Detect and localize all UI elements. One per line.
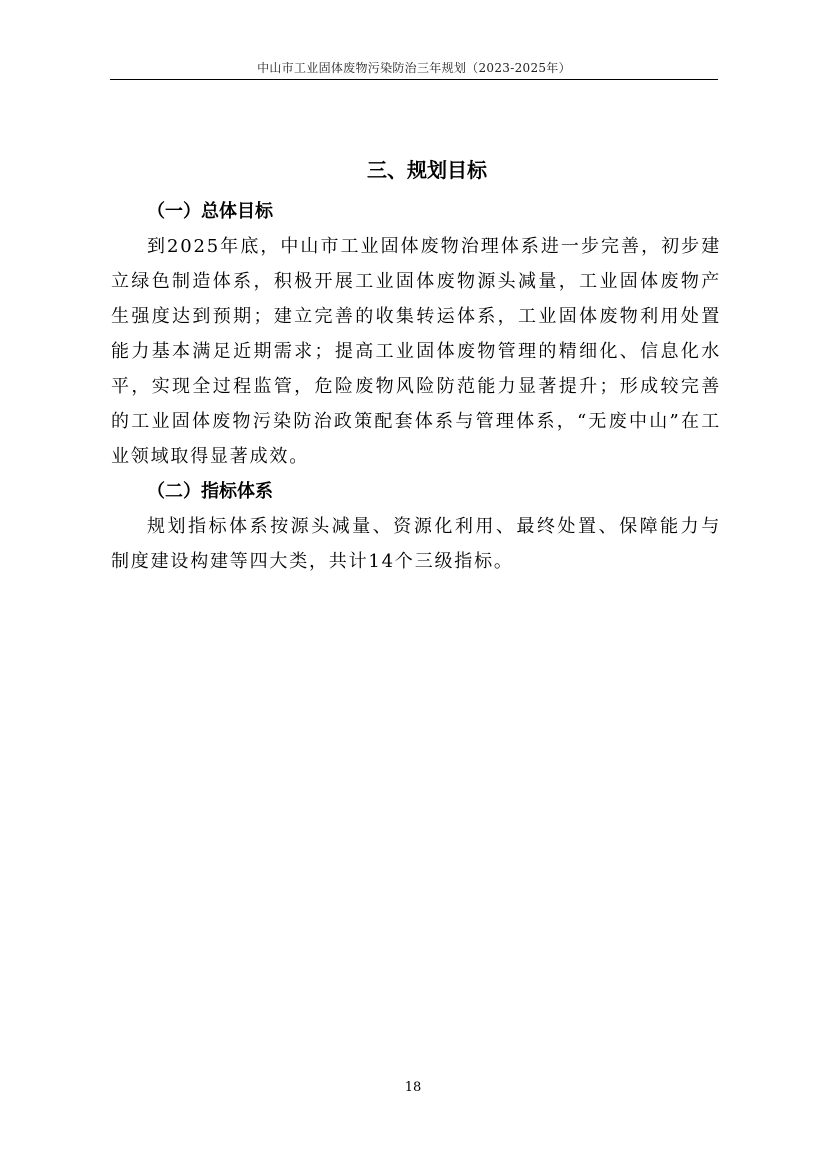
paragraph-indicator-system: 规划指标体系按源头减量、资源化利用、最终处置、保障能力与制度建设构建等四大类，共计14个三级指标。: [111, 516, 721, 572]
document-body: [111, 150, 721, 579]
subsection-heading-indicator-system: （二）指标体系: [147, 481, 273, 502]
page-number: 18: [404, 1080, 422, 1095]
header-title: 中山市工业固体废物污染防治三年规划（2023-2025年）: [257, 61, 571, 75]
page-header: [110, 0, 718, 80]
subsection-heading-overall-goals: （一）总体目标: [147, 201, 273, 222]
section-title: 三、规划目标: [367, 158, 487, 182]
paragraph-overall-goals: 到2025年底，中山市工业固体废物治理体系进一步完善，初步建立绿色制造体系，积极开展工业固体废物源头减量，工业固体废物产生强度达到预期；建立完善的收集转运体系，工业固体废物利用处置能力基本满足近期需求；提高工业固体废物管理的精细化、信息化水平，实现全过程监管，危险废物风险防范能力显著提升；形成较完善的工业固体废物污染防治政策配套体系与管理体系，“无废中山”在工业领域取得显著成效。: [111, 236, 721, 467]
